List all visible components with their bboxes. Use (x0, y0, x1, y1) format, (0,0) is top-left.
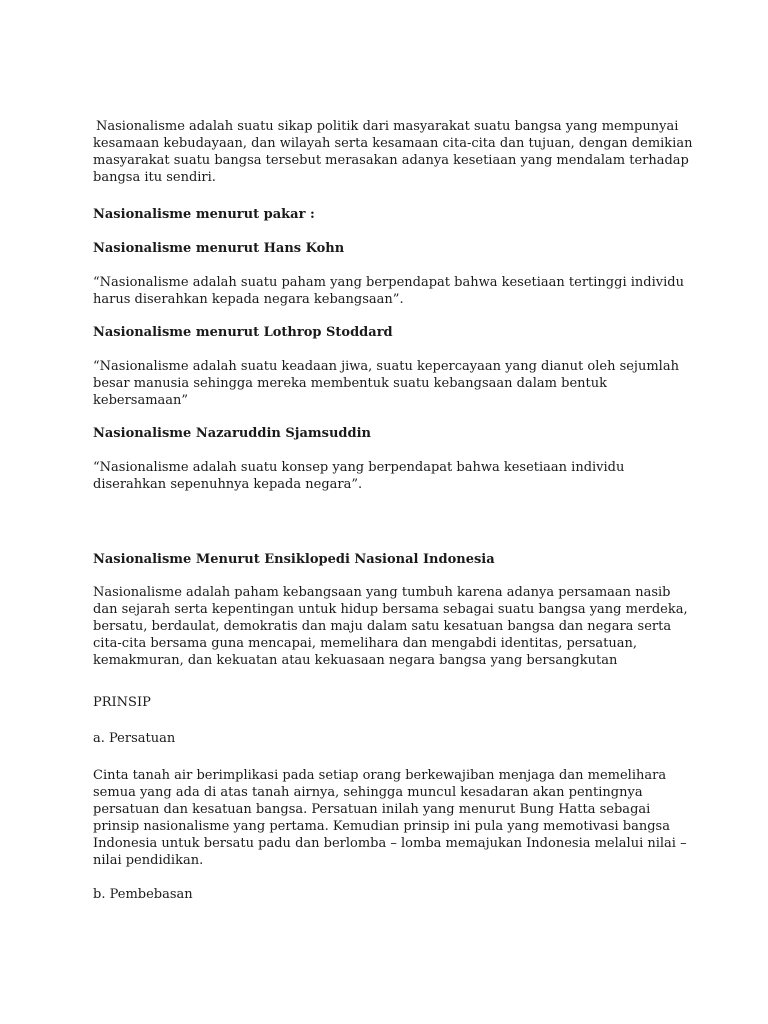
stoddard-heading: Nasionalisme menurut Lothrop Stoddard (93, 325, 393, 340)
persatuan-label: a. Persatuan (93, 731, 176, 746)
intro-paragraph: Nasionalisme adalah suatu sikap politik dari masyarakat suatu bangsa yang mempunyai kesamaan kebudayaan, dan wilayah serta kesamaan cita-cita dan tujuan, dengan demikian masyarakat suatu bangsa tersebut merasakan adanya kesetiaan yang mendalam terhadap bangsa itu sendiri. (93, 119, 693, 185)
nazaruddin-heading: Nasionalisme Nazaruddin Sjamsuddin (93, 426, 371, 441)
stoddard-quote: “Nasionalisme adalah suatu keadaan jiwa, suatu kepercayaan yang dianut oleh sejumlah besar manusia sehingga mereka membentuk suatu kebangsaan dalam bentuk kebersamaan” (93, 359, 679, 408)
ensiklopedi-heading: Nasionalisme Menurut Ensiklopedi Nasional Indonesia (93, 552, 495, 567)
nazaruddin-quote: “Nasionalisme adalah suatu konsep yang berpendapat bahwa kesetiaan individu diserahkan sepenuhnya kepada negara”. (93, 460, 625, 492)
pakar-heading: Nasionalisme menurut pakar : (93, 207, 315, 222)
prinsip-label: PRINSIP (93, 695, 151, 710)
pembebasan-label: b. Pembebasan (93, 887, 193, 902)
document-page (93, 118, 693, 903)
persatuan-paragraph: Cinta tanah air berimplikasi pada setiap orang berkewajiban menjaga dan memelihara semua yang ada di atas tanah airnya, sehingga muncul kesadaran akan pentingnya persatuan dan kesatuan bangsa. Persatuan inilah yang menurut Bung Hatta sebagai prinsip nasionalisme yang pertama. Kemudian prinsip ini pula yang memotivasi bangsa Indonesia untuk bersatu padu dan berlomba – lomba memajukan Indonesia melalui nilai – nilai pendidikan. (93, 768, 687, 868)
ensiklopedi-paragraph: Nasionalisme adalah paham kebangsaan yang tumbuh karena adanya persamaan nasib dan sejarah serta kepentingan untuk hidup bersama sebagai suatu bangsa yang merdeka, bersatu, berdaulat, demokratis dan maju dalam satu kesatuan bangsa dan negara serta cita-cita bersama guna mencapai, memelihara dan mengabdi identitas, persatuan, kemakmuran, dan kekuatan atau kekuasaan negara bangsa yang bersangkutan (93, 585, 688, 668)
hans-kohn-quote: “Nasionalisme adalah suatu paham yang berpendapat bahwa kesetiaan tertinggi individu harus diserahkan kepada negara kebangsaan”. (93, 275, 684, 307)
hans-kohn-heading: Nasionalisme menurut Hans Kohn (93, 241, 345, 256)
